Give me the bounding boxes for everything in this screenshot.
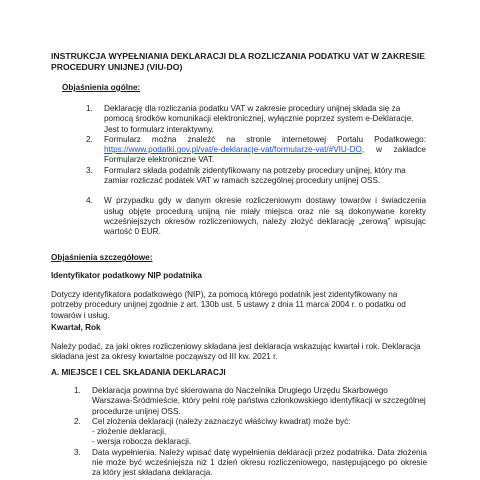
document-title: INSTRUKCJA WYPEŁNIANIA DEKLARACJI DLA ROZLICZANIA PODATKU VAT W ZAKRESIE PROCEDURY UNIJNEJ (VIU-DO) <box>51 51 425 72</box>
list-number: 3. <box>86 165 93 175</box>
list-number: 1. <box>86 104 93 113</box>
list-item <box>74 417 427 448</box>
list-item-text: Data wypełnienia. Należy wpisać datę wypełnienia deklaracji przez podatnika. Data złożenia nie może być wcześniejsza niż 1 dzień okresu rozliczeniowego, następującego po okresie za który jest składana deklaracja. <box>92 447 427 478</box>
general-heading: Objaśnienia ogólne: <box>62 83 141 92</box>
list-item <box>86 135 426 166</box>
period-heading: Kwartał, Rok <box>51 323 101 332</box>
nip-paragraph: Dotyczy identyfikatora podatkowego (NIP), za pomocą którego podatnik jest zidentyfikowany na potrzeby procedury unijnej zgodnie z art. 130b ust. 5 ustawy z dnia 11 marca 2004 r. o podatku od towarów i usług. <box>51 290 406 320</box>
section-a-heading: A. MIEJSCE I CEL SKŁADANIA DEKLARACJI <box>51 368 226 377</box>
list-item-text: Deklarację dla rozliczania podatku VAT w zakresie procedury unijnej składa się za pomocą środków komunikacji elektronicznej, wyłącznie poprzez system e-Deklaracje. Jest to formularz interaktywny. <box>104 104 414 134</box>
list-item <box>86 196 426 237</box>
purpose-option: - złożenie deklaracji, <box>92 427 167 437</box>
section-a-list <box>74 386 427 479</box>
list-number: 3. <box>74 447 81 457</box>
list-item-text: Formularz można znaleźć na stronie internetowej Portalu Podatkowego: <box>104 134 426 144</box>
general-list <box>86 104 426 238</box>
purpose-option: - wersja robocza deklaracji. <box>92 437 192 447</box>
detail-heading: Objaśnienia szczegółowe: <box>51 253 153 262</box>
nip-heading: Identyfikator podatkowy NIP podatnika <box>51 271 202 280</box>
list-number: 2. <box>86 134 93 144</box>
period-paragraph: Należy podać, za jaki okres rozliczeniowy składana jest deklaracja wskazując kwartał i rok. Deklaracja składana jest za okresy kwartalne począwszy od III kw. 2021 r. <box>51 342 421 362</box>
list-item <box>74 448 427 479</box>
list-item <box>86 104 426 135</box>
list-item <box>74 386 427 417</box>
list-item-text: Formularz składa podatnik zidentyfikowany na potrzeby procedury unijnej, który ma zamiar rozliczać podatek VAT w ramach szczególnej procedury unijnej OSS. <box>104 165 406 186</box>
portal-link[interactable]: https://www.podatki.gov.pl/vat/e-deklaracje-vat/formularze-vat/#VIU-DO <box>104 145 362 155</box>
list-item-text-after: , w zakładce Formularze elektroniczne VAT. <box>104 145 426 165</box>
list-number: 2. <box>74 416 81 426</box>
list-number: 4. <box>86 196 93 206</box>
list-item-text: W przypadku gdy w danym okresie rozliczeniowym dostawy towarów i świadczenia usług objęte procedurą unijną nie miały miejsca oraz nie są dokonywane korekty wcześniejszych okresów rozliczeniowych, należy złożyć deklarację „zerową” wpisując wartość 0 EUR. <box>104 196 426 237</box>
list-item-text: Deklaracja powinna być skierowana do Naczelnika Drugiego Urzędu Skarbowego Warszawa-Śródmieście, który pełni rolę państwa członkowskiego identyfikacji w szczególnej procedurze unijnej OSS. <box>92 386 426 416</box>
list-item-text: Cel złożenia deklaracji (należy zaznaczyć właściwy kwadrat) może być: <box>92 416 351 426</box>
list-number: 1. <box>74 386 81 395</box>
list-item <box>86 166 426 187</box>
